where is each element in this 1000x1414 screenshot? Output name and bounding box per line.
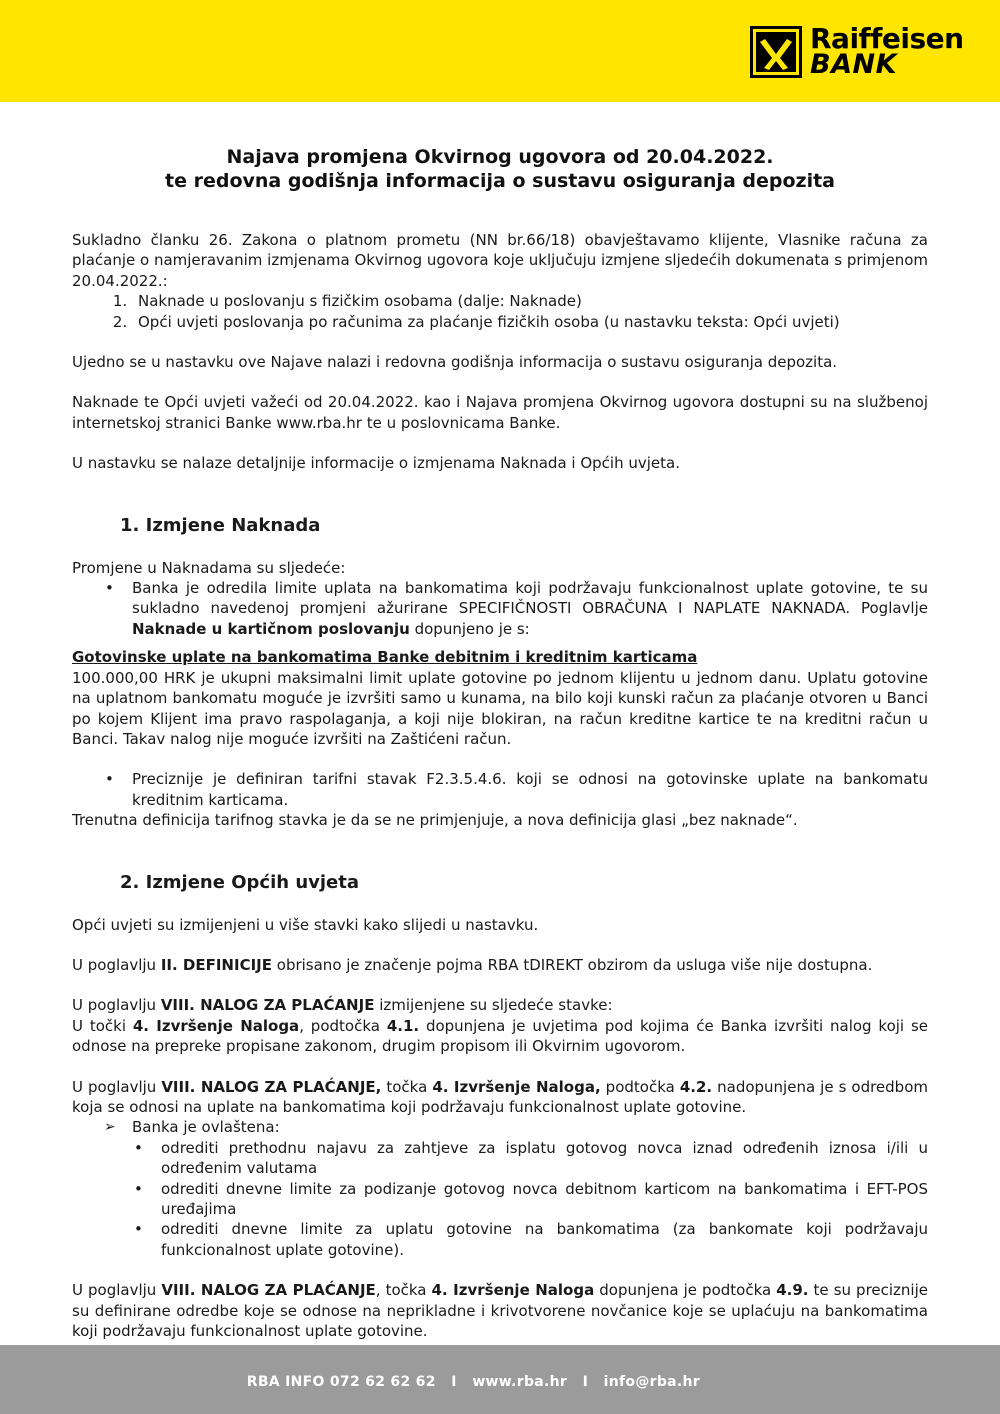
document-list xyxy=(72,291,928,332)
authorization-list xyxy=(72,1117,928,1260)
point42-paragraph: U poglavlju VIII. NALOG ZA PLAĆANJE, točka 4. Izvršenje Naloga, podtočka 4.2. nadopunjena je s odredbom koja se odnosi na uplate na bankomatima koji podržavaju funkcionalnost uplate gotovine. xyxy=(72,1077,928,1116)
logo-text-line2: BANK xyxy=(810,49,897,80)
list-item: • Preciznije je definiran tarifni stavak F2.3.5.4.6. koji se odnosi na gotovinske uplate na bankomatu kreditnim karticama. xyxy=(132,769,928,810)
point49-paragraph: U poglavlju VIII. NALOG ZA PLAĆANJE, točka 4. Izvršenje Naloga dopunjena je podtočka 4.9. te su preciznije su definirane odredbe koje se odnose na neprikladne i krivotvorene novčanice koje se uplaćuju na bankomatima koji podržavaju funkcionalnost uplate gotovine. xyxy=(72,1281,928,1341)
section1-lead: Promjene u Naknadama su sljedeće: xyxy=(72,558,346,577)
chapter8-paragraph: U poglavlju VIII. NALOG ZA PLAĆANJE izmijenjene su sljedeće stavke: xyxy=(72,996,613,1015)
logo-text-line1: Raiffeisen xyxy=(810,22,964,55)
intro-paragraph: Sukladno članku 26. Zakona o platnom prometu (NN br.66/18) obavještavamo klijente, Vlasnike računa za plaćanje o namjeravanim izmjenama Okvirnog ugovora koje uključuju izmjene sljedećih dokumenata s primjenom 20.04.2022.: xyxy=(72,231,928,290)
list-item: 2. Opći uvjeti poslovanja po računima za plaćanje fizičkih osoba (u nastavku teksta: Opći uvjeti) xyxy=(132,312,928,332)
point4-paragraph: U točki 4. Izvršenje Naloga, podtočka 4.1. dopunjena je uvjetima pod kojima će Banka izvršiti nalog koji se odnose na prepreke propisane zakonom, drugim propisom ili Okvirnim ugovorom. xyxy=(72,1016,928,1056)
availability-paragraph: Naknade te Opći uvjeti važeći od 20.04.2022. kao i Najava promjena Okvirnog ugovora dostupni su na službenoj internetskoj stranici Banke www.rba.hr te u poslovnicama Banke. xyxy=(72,393,928,432)
list-item: • odrediti dnevne limite za uplatu gotovine na bankomatima (za bankomate koji podržavaju funkcionalnost uplate gotovine). xyxy=(161,1219,928,1260)
definitions-paragraph: U poglavlju II. DEFINICIJE obrisano je značenje pojma RBA tDIREKT obzirom da usluga više nije dostupna. xyxy=(72,955,873,974)
details-paragraph: U nastavku se nalaze detaljnije informacije o izmjenama Naknada i Općih uvjeta. xyxy=(72,454,680,473)
cash-deposits-subheading: Gotovinske uplate na bankomatima Banke debitnim i kreditnim karticama xyxy=(72,648,698,667)
list-item: • odrediti dnevne limite za podizanje gotovog novca debitnom karticom na bankomatima i EFT-POS uređajima xyxy=(161,1179,928,1220)
list-item: • odrediti prethodnu najavu za zahtjeve za isplatu gotovog novca iznad određenih iznosa i/ili u određenim valutama xyxy=(161,1138,928,1179)
authorization-sub-list xyxy=(132,1138,928,1260)
gable-cross-icon xyxy=(750,26,802,78)
footer-contact: RBA INFO 072 62 62 62 I www.rba.hr I info@rba.hr xyxy=(246,1374,700,1390)
tariff-definition-text: Trenutna definicija tarifnog stavka je da se ne primjenjuje, a nova definicija glasi „bez naknade“. xyxy=(72,811,798,830)
cash-deposits-text: 100.000,00 HRK je ukupni maksimalni limit uplate gotovine po jednom klijentu u jednom danu. Uplatu gotovine na uplatnom bankomatu moguće je izvršiti samo u kunama, na bilo koji kunski račun za plaćanje otvoren u Banci po kojem Klijent ima pravo raspolaganja, a koji nije blokiran, na račun kreditne kartice te na kreditni račun u Banci. Takav nalog nije moguće izvršiti na Zaštićeni račun. xyxy=(72,668,928,748)
raiffeisen-logo xyxy=(750,24,964,80)
list-item: • Banka je odredila limite uplata na bankomatima koji podržavaju funkcionalnost uplate gotovine, te su sukladno navedenoj promjeni ažurirane SPECIFIČNOSTI OBRAČUNA I NAPLATE NAKNADA. Poglavlje Naknade u kartičnom poslovanju dopunjeno je s: xyxy=(132,578,928,639)
page-title xyxy=(0,145,1000,193)
list-item: ➢ Banka je ovlaštena: • odrediti prethodnu najavu za zahtjeve za isplatu gotovog novca iznad određenih iznosa i/ili u određenim valutama • odrediti dnevne limite za podizanje gotovog novca debitnom karticom na bankomatima i EFT-POS uređajima • odrediti dnevne limite za uplatu gotovine na bankomatima (za bankomate koji podržavaju funkcionalnost uplate gotovine). xyxy=(132,1117,928,1260)
section1-bullets xyxy=(72,578,928,639)
list-item: 1. Naknade u poslovanju s fizičkim osobama (dalje: Naknade) xyxy=(132,291,928,311)
title-line2: te redovna godišnja informacija o sustavu osiguranja depozita xyxy=(165,170,835,192)
section2-heading: 2. Izmjene Općih uvjeta xyxy=(120,871,360,893)
document-body xyxy=(72,230,928,1341)
title-line1: Najava promjena Okvirnog ugovora od 20.04.2022. xyxy=(226,146,774,168)
section1-bullets-2 xyxy=(72,769,928,810)
section1-heading: 1. Izmjene Naknada xyxy=(120,514,321,536)
deposit-info-paragraph: Ujedno se u nastavku ove Najave nalazi i redovna godišnja informacija o sustavu osiguranja depozita. xyxy=(72,353,838,372)
section2-lead: Opći uvjeti su izmijenjeni u više stavki kako slijedi u nastavku. xyxy=(72,915,539,934)
